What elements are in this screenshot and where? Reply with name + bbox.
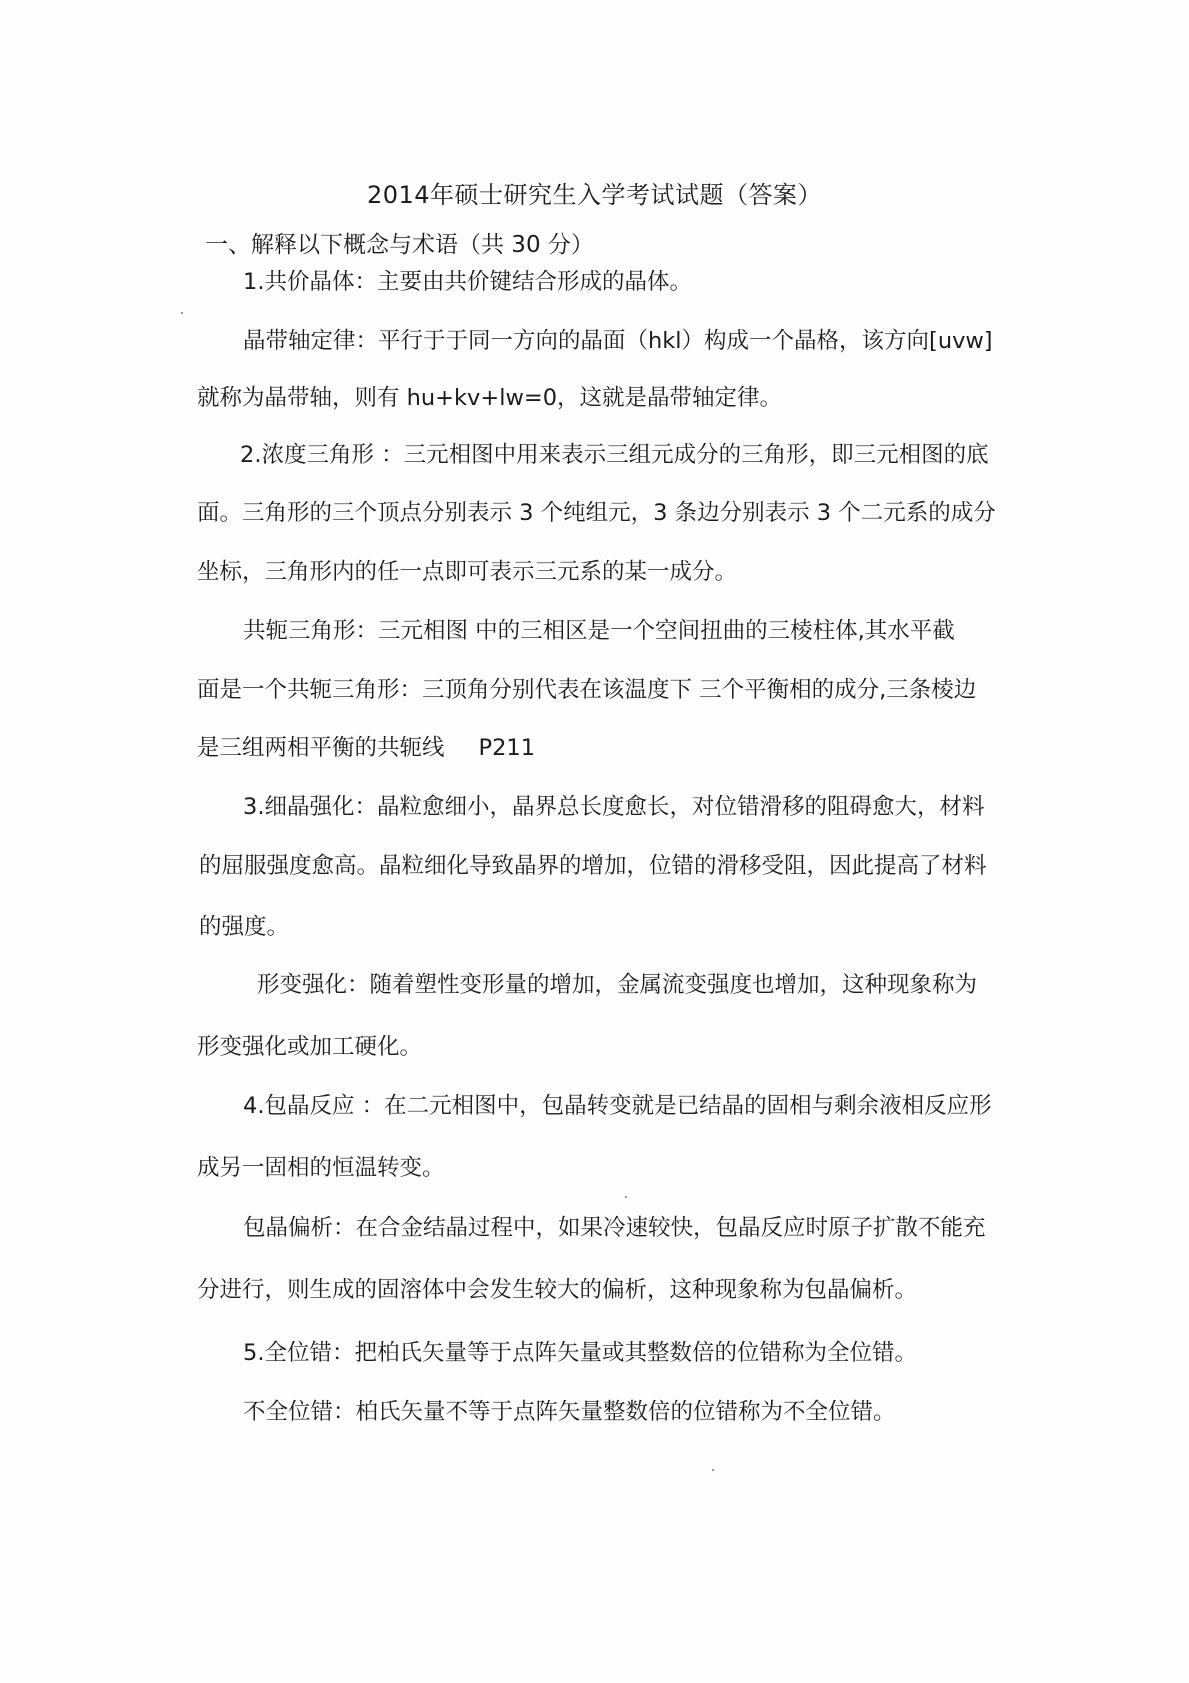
text-line: 2.浓度三角形 ：三元相图中用来表示三组元成分的三角形，即三元相图的底 bbox=[240, 442, 989, 468]
text-line: 成另一固相的恒温转变。 bbox=[197, 1155, 445, 1181]
text-line: 的强度。 bbox=[199, 914, 290, 940]
text-line: 1.共价晶体：主要由共价键结合形成的晶体。 bbox=[243, 269, 692, 295]
text-line: 共轭三角形：三元相图 中的三相区是一个空间扭曲的三棱柱体,其水平截 bbox=[243, 618, 955, 644]
text-line: 分进行，则生成的固溶体中会发生较大的偏析，这种现象称为包晶偏析。 bbox=[197, 1277, 918, 1303]
text-segment: 是三组两相平衡的共轭线 bbox=[197, 735, 445, 761]
text-line: 包晶偏析：在合金结晶过程中，如果冷速较快，包晶反应时原子扩散不能充 bbox=[243, 1215, 986, 1241]
text-line: 晶带轴定律：平行于于同一方向的晶面（hkl）构成一个晶格，该方向[uvw] bbox=[243, 328, 993, 354]
text-line: 形变强化或加工硬化。 bbox=[197, 1034, 423, 1060]
document-title: 2014年硕士研究生入学考试试题（答案） bbox=[366, 181, 823, 209]
text-line: 不全位错：柏氏矢量不等于点阵矢量整数倍的位错称为不全位错。 bbox=[243, 1399, 896, 1425]
text-line: 坐标，三角形内的任一点即可表示三元系的某一成分。 bbox=[197, 559, 738, 585]
scan-speck bbox=[181, 312, 183, 314]
text-line: 面是一个共轭三角形：三顶角分别代表在该温度下 三个平衡相的成分,三条棱边 bbox=[197, 677, 977, 703]
section-heading: 一、解释以下概念与术语（共 30 分） bbox=[205, 232, 594, 258]
text-line: 就称为晶带轴，则有 hu+kv+lw=0，这就是晶带轴定律。 bbox=[197, 385, 783, 411]
text-line bbox=[197, 733, 535, 763]
text-line: 4.包晶反应 ：在二元相图中，包晶转变就是已结晶的固相与剩余液相反应形 bbox=[243, 1093, 992, 1119]
text-line: 面。三角形的三个顶点分别表示 3 个纯组元，3 条边分别表示 3 个二元系的成分 bbox=[197, 500, 996, 526]
text-line: 5.全位错：把柏氏矢量等于点阵矢量或其整数倍的位错称为全位错。 bbox=[243, 1340, 917, 1366]
text-line: 形变强化：随着塑性变形量的增加，金属流变强度也增加，这种现象称为 bbox=[257, 972, 978, 998]
page-reference: P211 bbox=[478, 735, 536, 761]
text-line: 3.细晶强化：晶粒愈细小，晶界总长度愈长，对位错滑移的阻碍愈大，材料 bbox=[243, 794, 985, 820]
scan-speck bbox=[712, 1469, 714, 1471]
scan-speck bbox=[625, 1196, 627, 1198]
text-line: 的屈服强度愈高。晶粒细化导致晶界的增加，位错的滑移受阻，因此提高了材料 bbox=[199, 853, 987, 879]
